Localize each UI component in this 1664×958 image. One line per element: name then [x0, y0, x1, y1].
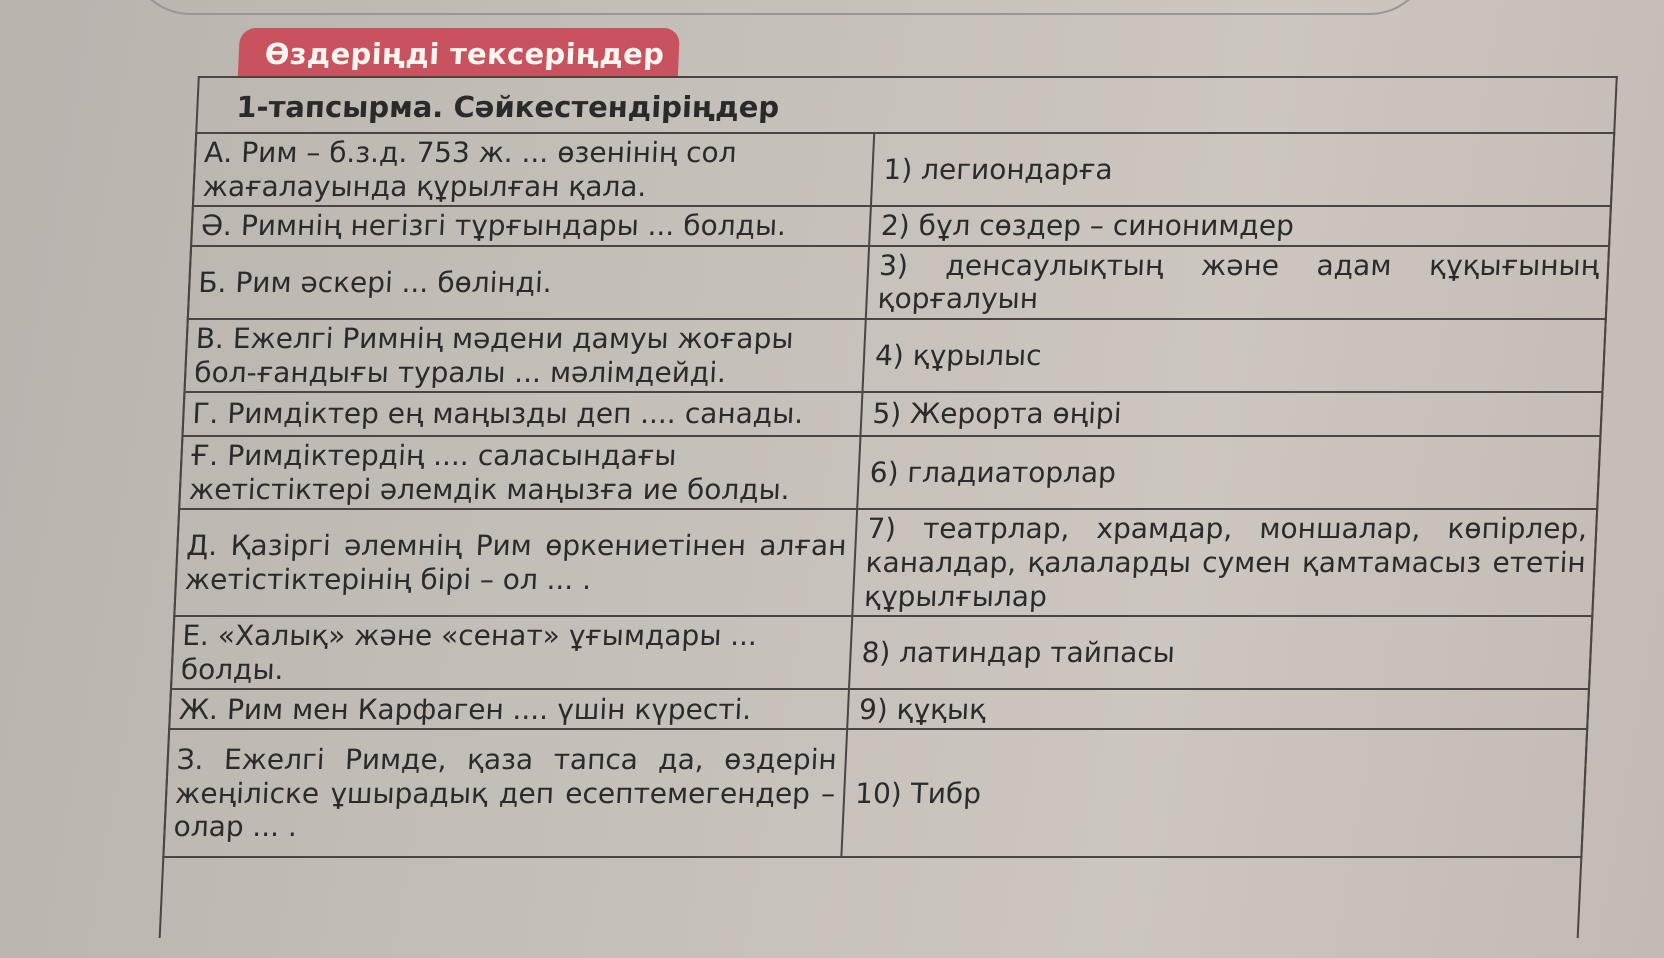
table-row — [182, 392, 1602, 436]
matching-table — [162, 132, 1615, 858]
table-row — [174, 509, 1597, 616]
worksheet — [99, 28, 1640, 938]
table-row — [191, 206, 1611, 246]
question-cell-zh: Ж. Рим мен Карфаген .... үшін күресті. — [169, 689, 849, 729]
question-cell-v: В. Ежелгі Римнің мәдени дамуы жоғары бол-ғандығы туралы ... мәлімдейді. — [184, 319, 865, 392]
question-cell-gh: Ғ. Римдіктердің .... саласындағы жетістіктері әлемдік маңызға ие болды. — [179, 436, 860, 509]
task-title: 1-тапсырма. Сәйкестендіріңдер — [235, 90, 781, 124]
question-cell-d: Д. Қазіргі әлемнің Рим өркениетінен алған жетістіктерінің бірі – ол ... . — [174, 509, 857, 616]
question-cell-g: Г. Римдіктер ең маңызды деп .... санады. — [182, 392, 862, 436]
section-tab: Өздеріңді тексеріңдер — [238, 28, 680, 78]
table-row — [193, 133, 1614, 206]
answer-cell-1: 1) легиондарға — [871, 133, 1614, 206]
question-cell-ae: Ә. Римнің негізгі тұрғындары ... болды. — [191, 206, 871, 246]
question-cell-e: Е. «Халық» және «сенат» ұғымдары ... болды. — [171, 616, 852, 689]
table-row — [169, 689, 1589, 729]
answer-cell-9: 9) құқық — [847, 689, 1589, 729]
table-row — [163, 729, 1587, 857]
answer-cell-6: 6) гладиаторлар — [857, 436, 1600, 509]
question-cell-z: З. Ежелгі Римде, қаза тапса да, өздерін жеңіліске ұшырадық деп есептемегендер – олар ... . — [163, 729, 847, 857]
answer-cell-5: 5) Жерорта өңірі — [860, 392, 1602, 436]
question-cell-a: А. Рим – б.з.д. 753 ж. ... өзенінің сол жағалауында құрылған қала. — [193, 133, 874, 206]
answer-cell-2: 2) бұл сөздер – синонимдер — [869, 206, 1611, 246]
table-row — [171, 616, 1592, 689]
question-cell-b: Б. Рим әскері ... бөлінді. — [188, 246, 869, 319]
answer-cell-8: 8) латиндар тайпасы — [849, 616, 1592, 689]
table-row — [184, 319, 1605, 392]
answer-cell-4: 4) құрылыс — [862, 319, 1605, 392]
answer-cell-10: 10) Тибр — [841, 729, 1587, 857]
table-row — [179, 436, 1600, 509]
table-row — [188, 246, 1609, 319]
answer-cell-3: 3) денсаулықтың және адам құқығының қорғалуын — [866, 246, 1609, 319]
answer-cell-7: 7) театрлар, храмдар, моншалар, көпірлер, каналдар, қалаларды сумен қамтамасыз ететін құрылғылар — [852, 509, 1597, 616]
previous-section-border — [130, 0, 1430, 15]
